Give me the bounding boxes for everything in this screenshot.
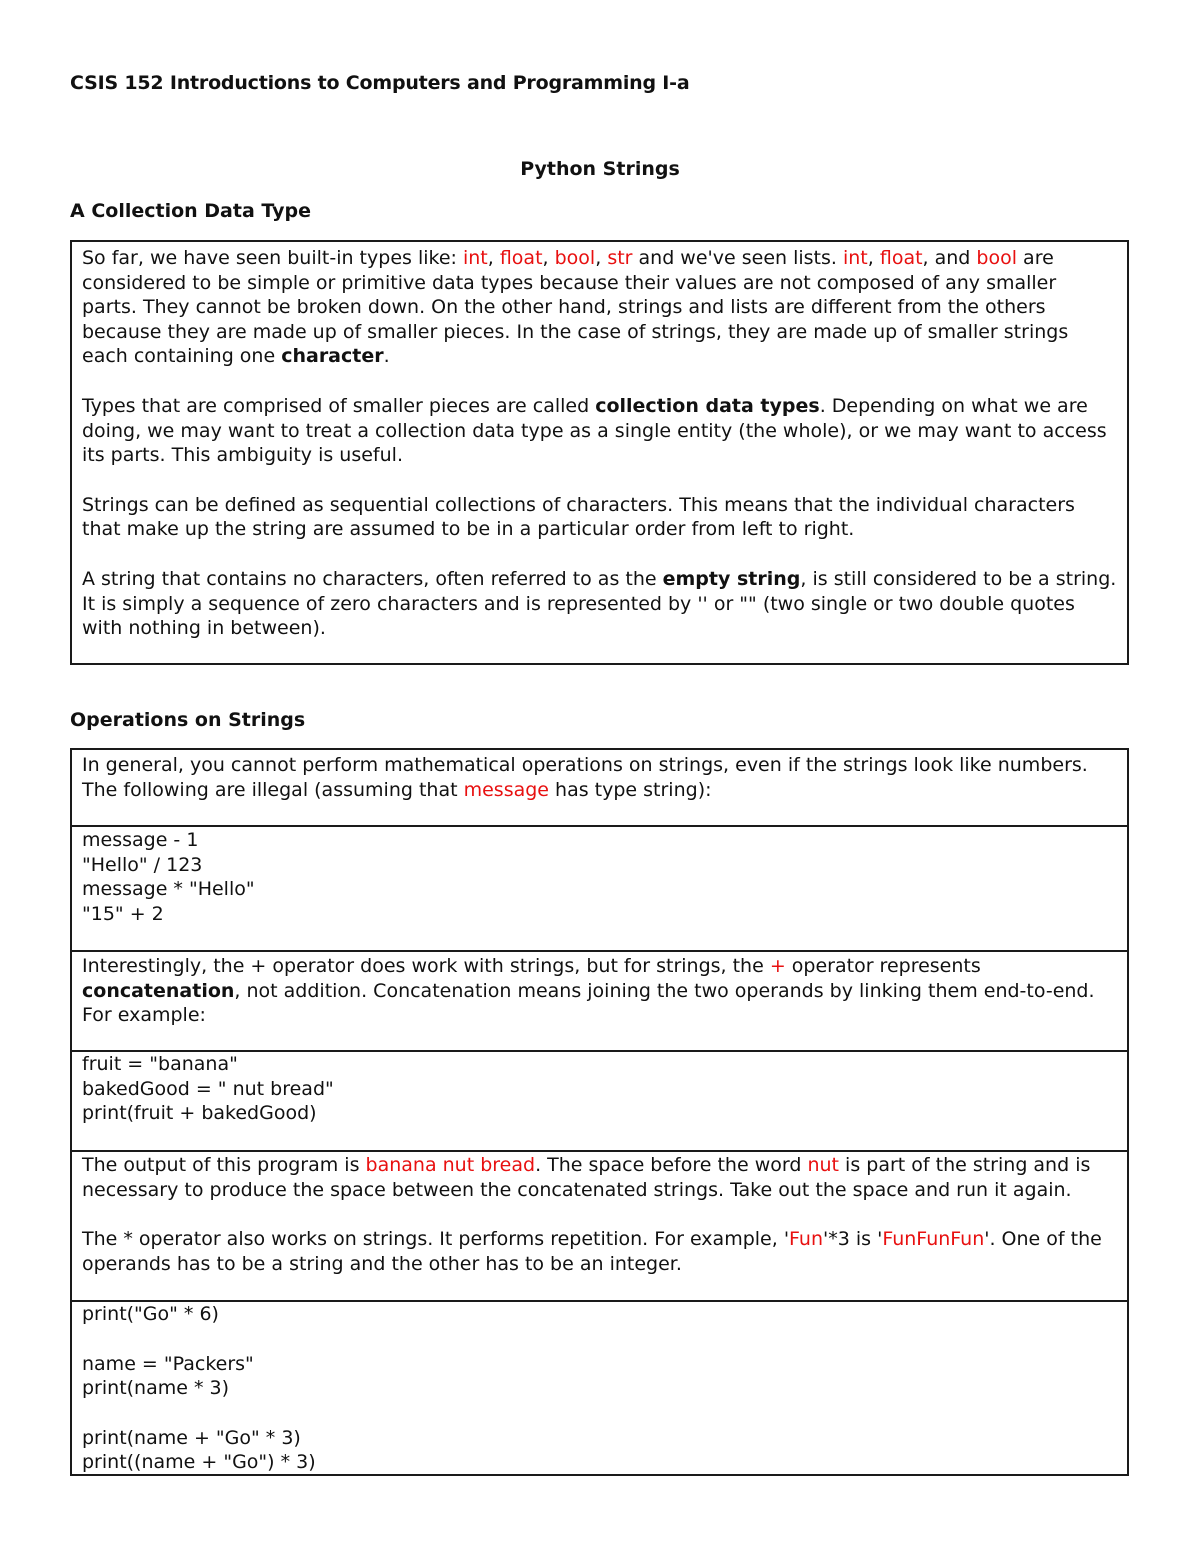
output-explanation-cell xyxy=(72,1152,1127,1302)
output-paragraph: The output of this program is banana nut bread. The space before the word nut is part of the string and is necessary to produce the space between the concatenated strings. Take out the space and run it again. xyxy=(82,1154,1091,1201)
term-concatenation: concatenation xyxy=(82,979,235,1002)
keyword-int: int xyxy=(462,247,488,269)
term-empty-string: empty string xyxy=(662,567,801,590)
code-line: name = "Packers" xyxy=(82,1352,254,1375)
page-title: Python Strings xyxy=(520,158,680,180)
code-line: print(fruit + bakedGood) xyxy=(82,1102,317,1125)
collection-data-type-box xyxy=(70,240,1129,665)
keyword-int: int xyxy=(842,247,868,269)
intro-paragraph: So far, we have seen built-in types like: int, float, bool, str and we've seen lists. int, float, and bool are considered to be simple or primitive data types because their values are not composed of any smaller parts. They cannot be broken down. On the other hand, strings and lists are different from the others because they are made up of smaller pieces. In the case of strings, they are made up of smaller strings each containing one character. xyxy=(82,247,1069,368)
code-line: message - 1 xyxy=(82,829,199,851)
concatenation-code-cell xyxy=(72,1052,1127,1152)
term-character: character xyxy=(281,345,384,368)
keyword-float: float xyxy=(879,247,923,269)
code-line: fruit = "banana" xyxy=(82,1053,238,1075)
repetition-code-cell xyxy=(72,1302,1127,1476)
code-line: "15" + 2 xyxy=(82,902,164,925)
sequential-paragraph: Strings can be defined as sequential collections of characters. This means that the individual characters that make up the string are assumed to be in a particular order from left to right. xyxy=(82,493,1075,541)
code-line: print(name + "Go" * 3) xyxy=(82,1426,301,1449)
keyword-bool: bool xyxy=(554,247,596,269)
section-heading-operations: Operations on Strings xyxy=(70,709,306,731)
code-line: "Hello" / 123 xyxy=(82,853,203,876)
repetition-paragraph: The * operator also works on strings. It performs repetition. For example, 'Fun'*3 is 'FunFunFun'. One of the operands has to be a string and the other has to be an integer. xyxy=(82,1228,1102,1275)
keyword-fun: Fun xyxy=(789,1228,824,1251)
concatenation-intro-cell: Interestingly, the + operator does work with strings, but for strings, the + operator represents concatenation, not addition. Concatenation means joining the two operands by linking them end-to-end. For example: xyxy=(82,955,1095,1027)
section-heading-collection: A Collection Data Type xyxy=(70,200,311,222)
keyword-funfunfun: FunFunFun xyxy=(882,1228,985,1251)
illegal-intro-cell: In general, you cannot perform mathematical operations on strings, even if the strings look like numbers. The following are illegal (assuming that message has type string): xyxy=(82,754,1088,801)
keyword-bool: bool xyxy=(976,247,1018,269)
keyword-nut: nut xyxy=(807,1154,839,1176)
keyword-str: str xyxy=(607,247,633,269)
keyword-plus-operator: + xyxy=(769,955,786,977)
code-line: print(name * 3) xyxy=(82,1377,230,1400)
code-line: bakedGood = " nut bread" xyxy=(82,1077,334,1100)
illegal-code-cell xyxy=(72,827,1127,951)
code-line: print("Go" * 6) xyxy=(82,1303,219,1325)
term-collection-data-types: collection data types xyxy=(595,394,820,417)
keyword-message: message xyxy=(463,778,549,801)
code-line: message * "Hello" xyxy=(82,878,255,901)
empty-string-paragraph: A string that contains no characters, often referred to as the empty string, is still considered to be a string. It is simply a sequence of zero characters and is represented by '' or "" (two single or two double quotes with nothing in between). xyxy=(82,567,1117,640)
operations-table xyxy=(70,748,1129,1476)
code-line: print((name + "Go") * 3) xyxy=(82,1451,316,1474)
keyword-output: banana nut bread xyxy=(365,1154,536,1176)
keyword-float: float xyxy=(499,247,543,269)
course-title: CSIS 152 Introductions to Computers and Programming I-a xyxy=(70,72,690,94)
collection-paragraph: Types that are comprised of smaller pieces are called collection data types. Depending on what we are doing, we may want to treat a collection data type as a single entity (the whole), or we may want to access its parts. This ambiguity is useful. xyxy=(82,394,1107,467)
